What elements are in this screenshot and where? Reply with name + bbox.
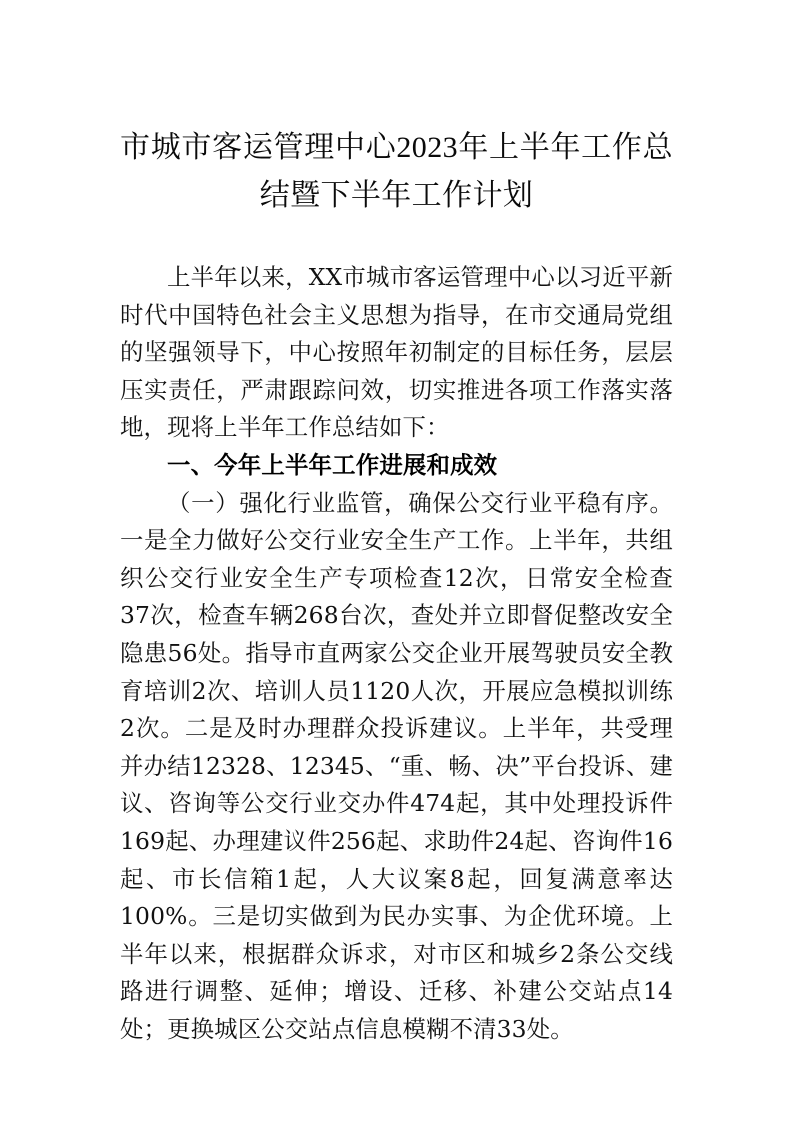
document-title-line-2: 结暨下半年工作计划 xyxy=(259,179,534,212)
section-heading-one: 一、今年上半年工作进展和成效 xyxy=(167,451,498,478)
document-content-column xyxy=(120,0,673,1048)
document-title xyxy=(120,0,673,220)
document-title-line-1: 市城市客运管理中心2023年上半年工作总 xyxy=(120,131,673,164)
paragraph-intro: 上半年以来，XX市城市客运管理中心以习近平新时代中国特色社会主义思想为指导，在市交通局党组的坚强领导下，中心按照年初制定的目标任务，层层压实责任，严肃跟踪问效，切实推进各项工作落实落地，现将上半年工作总结如下： xyxy=(120,263,673,442)
document-body xyxy=(120,259,673,1048)
paragraph-section-one-item-one: （一）强化行业监管，确保公交行业平稳有序。一是全力做好公交行业安全生产工作。上半年，共组织公交行业安全生产专项检查12次，日常安全检查37次，检查车辆268台次，查处并立即督促整改安全隐患56处。指导市直两家公交企业开展驾驶员安全教育培训2次、培训人员1120人次，开展应急模拟训练2次。二是及时办理群众投诉建议。上半年，共受理并办结12328、12345、“重、畅、决”平台投诉、建议、咨询等公交行业交办件474起，其中处理投诉件169起、办理建议件256起、求助件24起、咨询件16起、市长信箱1起，人大议案8起，回复满意率达100%。三是切实做到为民办实事、为企优环境。上半年以来，根据群众诉求，对市区和城乡2条公交线路进行调整、延伸；增设、迁移、补建公交站点14处；更换城区公交站点信息模糊不清33处。 xyxy=(120,488,673,1043)
